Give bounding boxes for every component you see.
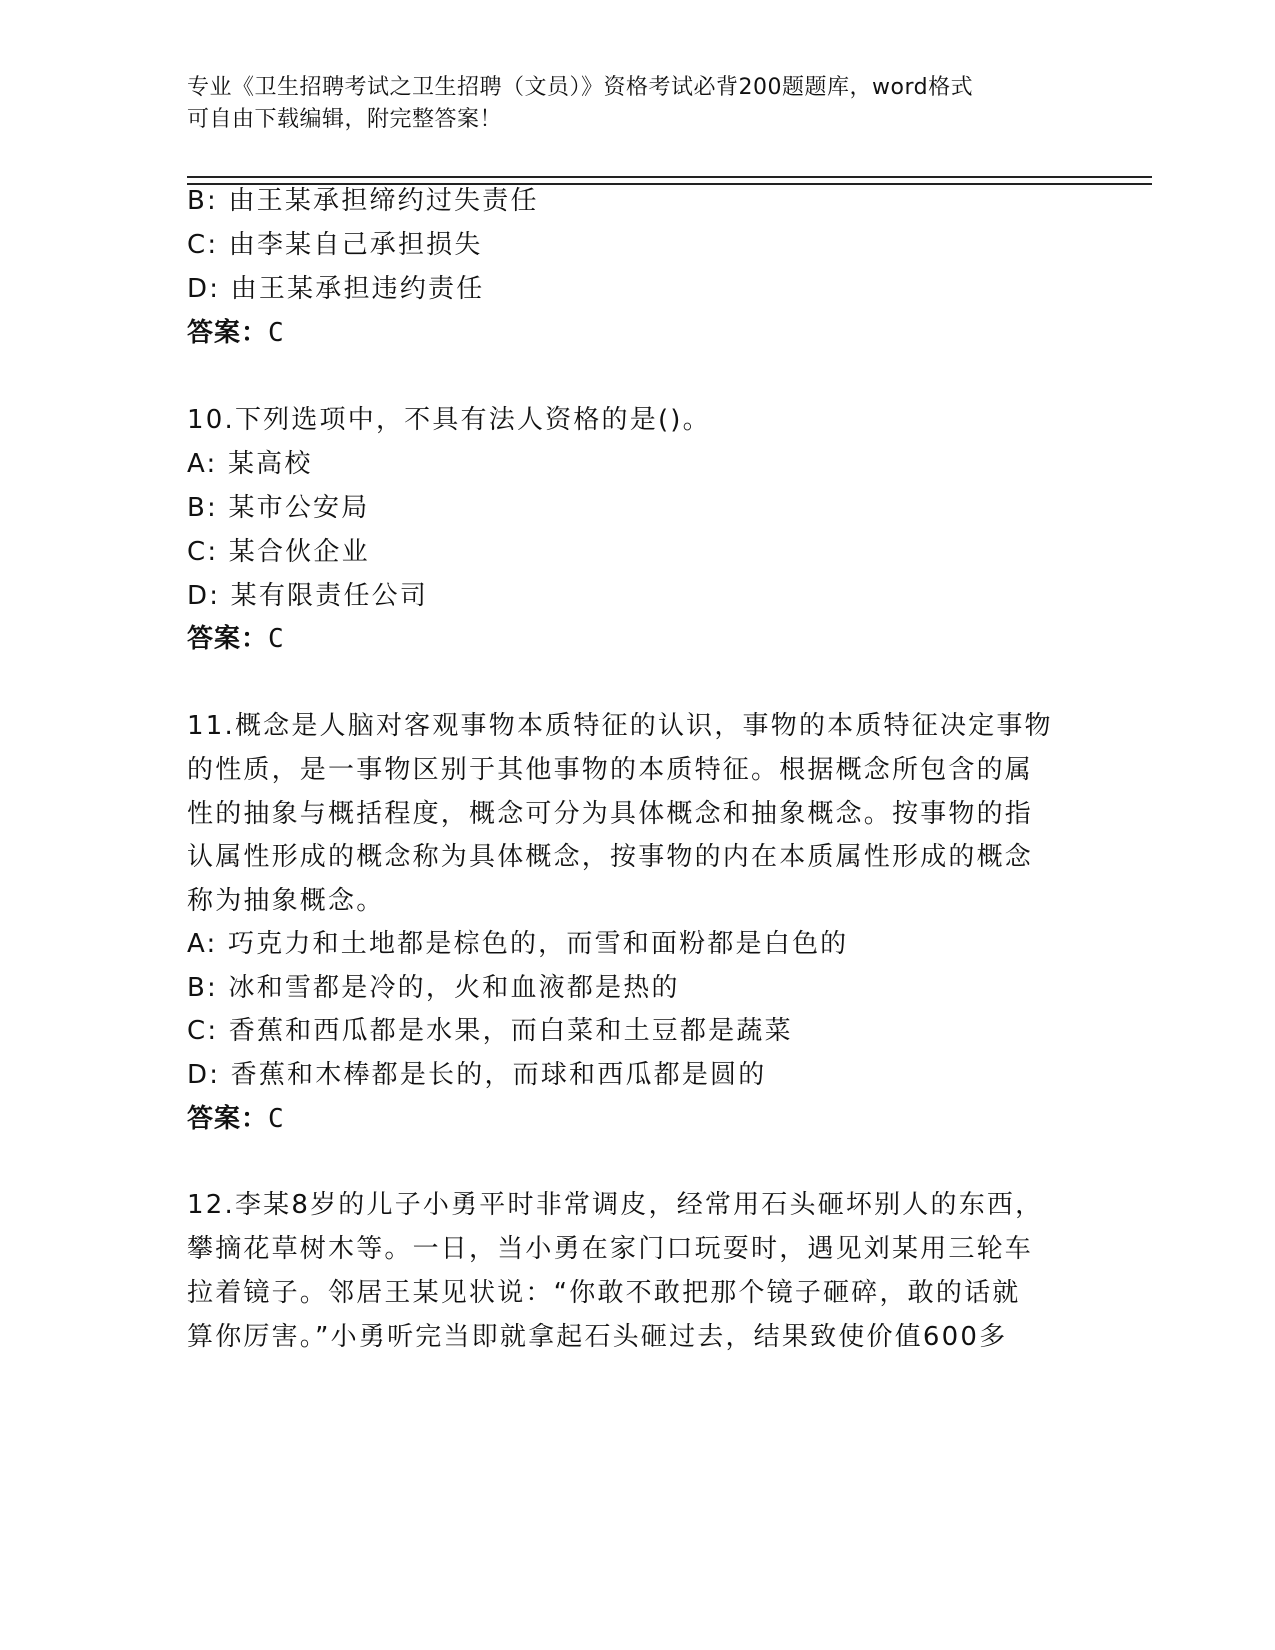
q12-stem-line: 拉着镜子。邻居王某见状说：“你敢不敢把那个镜子砸碎，敢的话就 — [187, 1278, 1021, 1308]
q11-option-b: B: 冰和雪都是冷的，火和血液都是热的 — [187, 973, 680, 1003]
q12-stem-line: 算你厉害。”小勇听完当即就拿起石头砸过去，结果致使价值600多 — [187, 1322, 1008, 1352]
q11-stem-line: 认属性形成的概念称为具体概念，按事物的内在本质属性形成的概念 — [187, 842, 1034, 872]
header-title-line-2: 可自由下载编辑，附完整答案！ — [187, 107, 503, 132]
q11-stem-line: 称为抽象概念。 — [187, 886, 385, 916]
q10-answer — [187, 622, 285, 656]
q11-stem-line: 11.概念是人脑对客观事物本质特征的认识，事物的本质特征决定事物 — [187, 711, 1053, 741]
q10-stem: 10.下列选项中，不具有法人资格的是()。 — [187, 405, 711, 435]
q11-stem-line: 性的抽象与概括程度，概念可分为具体概念和抽象概念。按事物的指 — [187, 799, 1034, 829]
q9-answer — [187, 316, 285, 350]
q11-answer-value: C — [268, 1104, 285, 1134]
document-header — [187, 72, 1067, 136]
q10-option-d: D: 某有限责任公司 — [187, 581, 429, 611]
q9-option-b: B: 由王某承担缔约过失责任 — [187, 186, 539, 216]
q11-answer-label: 答案： — [187, 1104, 269, 1134]
q11-stem-line: 的性质，是一事物区别于其他事物的本质特征。根据概念所包含的属 — [187, 755, 1034, 785]
q10-answer-label: 答案： — [187, 624, 269, 654]
q11-option-d: D: 香蕉和木棒都是长的，而球和西瓜都是圆的 — [187, 1060, 767, 1090]
header-divider-top — [187, 176, 1152, 178]
q11-option-c: C: 香蕉和西瓜都是水果，而白菜和土豆都是蔬菜 — [187, 1016, 793, 1046]
q11-answer — [187, 1102, 285, 1136]
q9-option-c: C: 由李某自己承担损失 — [187, 230, 483, 260]
q9-answer-label: 答案： — [187, 318, 269, 348]
q9-answer-value: C — [268, 318, 285, 348]
q10-option-b: B: 某市公安局 — [187, 493, 370, 523]
q11-option-a: A: 巧克力和土地都是棕色的，而雪和面粉都是白色的 — [187, 929, 849, 959]
q12-stem-line: 12.李某8岁的儿子小勇平时非常调皮，经常用石头砸坏别人的东西， — [187, 1190, 1044, 1220]
q10-option-c: C: 某合伙企业 — [187, 537, 370, 567]
header-title-line-1: 专业《卫生招聘考试之卫生招聘（文员）》资格考试必背200题题库，word格式 — [187, 75, 974, 100]
q10-answer-value: C — [268, 624, 285, 654]
q12-stem-line: 攀摘花草树木等。一日，当小勇在家门口玩耍时，遇见刘某用三轮车 — [187, 1234, 1034, 1264]
q10-option-a: A: 某高校 — [187, 449, 313, 479]
q9-option-d: D: 由王某承担违约责任 — [187, 274, 485, 304]
